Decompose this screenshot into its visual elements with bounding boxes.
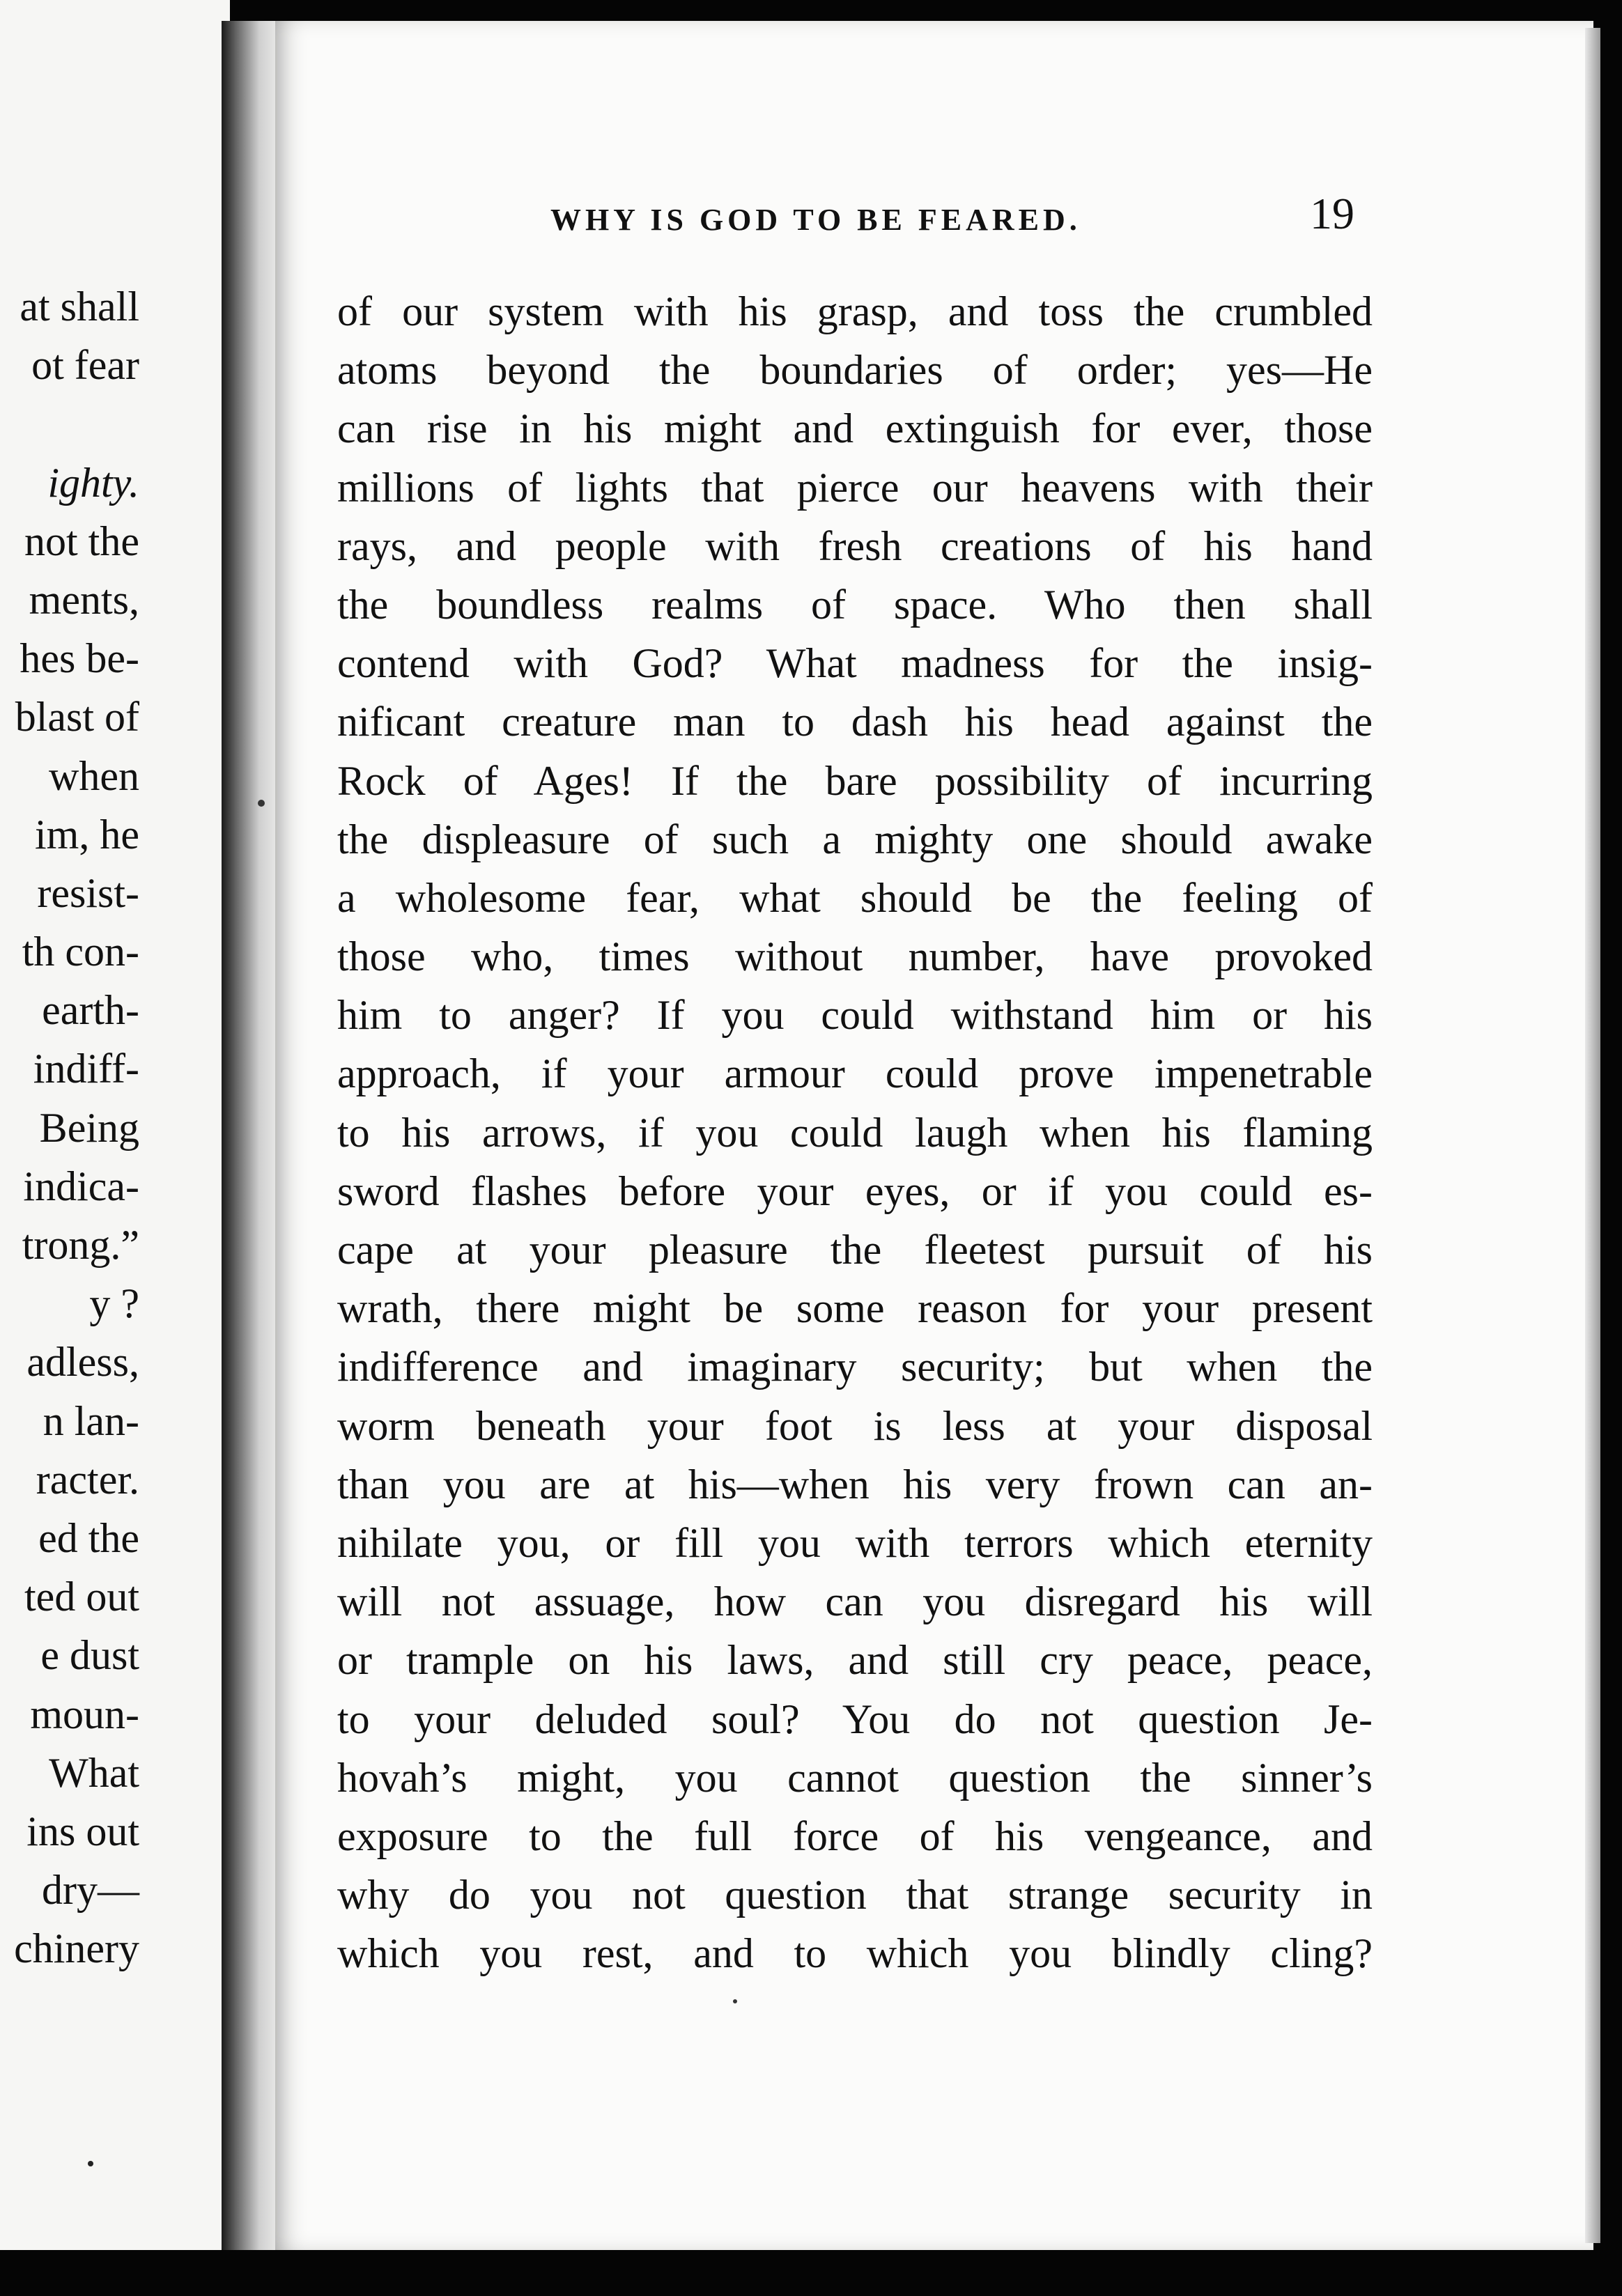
text-line: to your deluded soul? You do not question Je- <box>337 1696 1373 1742</box>
previous-page-line: indica- <box>23 1163 139 1209</box>
previous-page-line: dry— <box>42 1867 139 1914</box>
text-line: atoms beyond the boundaries of order; yes—He <box>337 347 1373 394</box>
previous-page-line: earth- <box>42 987 139 1034</box>
text-line: why do you not question that strange security in <box>337 1872 1373 1918</box>
previous-page-line: ot fear <box>31 342 139 389</box>
previous-page-line: chinery <box>14 1925 139 1972</box>
ink-speck <box>88 2161 93 2166</box>
ink-speck <box>733 1999 737 2003</box>
text-line: nificant creature man to dash his head against the <box>337 699 1373 745</box>
previous-page-line: ed the <box>38 1514 139 1561</box>
text-line: than you are at his—when his very frown can an- <box>337 1461 1373 1507</box>
previous-page-line: im, he <box>35 811 139 858</box>
previous-page-line: ins out <box>26 1808 139 1854</box>
text-line: indifference and imaginary security; but when the <box>337 1344 1373 1390</box>
page-body-text <box>337 282 1373 1983</box>
previous-page-line: Being <box>39 1104 139 1151</box>
text-line: or trample on his laws, and still cry peace, peace, <box>337 1637 1373 1684</box>
text-line: hovah’s might, you cannot question the sinner’s <box>337 1754 1373 1801</box>
previous-page-line <box>0 394 139 453</box>
text-line: nihilate you, or fill you with terrors which eternity <box>337 1519 1373 1566</box>
text-line: approach, if your armour could prove impenetrable <box>337 1050 1373 1097</box>
previous-page-line: adless, <box>26 1339 139 1386</box>
previous-page-line: e dust <box>40 1632 139 1679</box>
previous-page-line: th con- <box>22 929 139 975</box>
ink-speck <box>258 800 265 807</box>
previous-page-text <box>0 277 139 1978</box>
previous-page-line: hes be- <box>20 635 139 682</box>
text-line: worm beneath your foot is less at your disposal <box>337 1402 1373 1449</box>
page-number: 19 <box>1310 189 1354 238</box>
text-line: a wholesome fear, what should be the feeling of <box>337 874 1373 921</box>
previous-page-line: blast of <box>15 694 139 740</box>
text-line: millions of lights that pierce our heavens with their <box>337 464 1373 511</box>
previous-page-line: ighty. <box>47 459 139 506</box>
previous-page-line: trong.” <box>22 1222 139 1268</box>
previous-page-line: ments, <box>29 576 139 623</box>
text-line: Rock of Ages! If the bare possibility of incurring <box>337 757 1373 804</box>
running-head: WHY IS GOD TO BE FEARED. <box>550 203 1081 237</box>
text-line: sword flashes before your eyes, or if you could es- <box>337 1168 1373 1214</box>
previous-page-fragment <box>0 0 230 2250</box>
text-line: the displeasure of such a mighty one should awake <box>337 816 1373 862</box>
text-line: him to anger? If you could withstand him or his <box>337 992 1373 1039</box>
text-line: which you rest, and to which you blindly cling? <box>337 1930 1373 1977</box>
text-line: those who, times without number, have provoked <box>337 933 1373 980</box>
previous-page-line: ted out <box>24 1574 139 1620</box>
previous-page-line: What <box>49 1749 139 1796</box>
previous-page-line: not the <box>24 518 139 564</box>
text-line: the boundless realms of space. Who then shall <box>337 581 1373 628</box>
text-line: cape at your pleasure the fleetest pursuit of his <box>337 1227 1373 1273</box>
text-line: exposure to the full force of his vengeance, and <box>337 1813 1373 1859</box>
page-edge-shadow <box>1585 28 1600 2243</box>
text-line: to his arrows, if you could laugh when his flaming <box>337 1109 1373 1156</box>
previous-page-line: indiff- <box>33 1046 139 1092</box>
text-line: will not assuage, how can you disregard his will <box>337 1578 1373 1625</box>
text-line: rays, and people with fresh creations of his hand <box>337 522 1373 569</box>
text-line: contend with God? What madness for the insig- <box>337 640 1373 687</box>
previous-page-line: when <box>49 752 139 799</box>
text-line: of our system with his grasp, and toss the crumbled <box>337 288 1373 334</box>
text-line: can rise in his might and extinguish for ever, those <box>337 405 1373 452</box>
previous-page-line: racter. <box>36 1456 139 1503</box>
text-line: wrath, there might be some reason for your present <box>337 1285 1373 1332</box>
previous-page-line: moun- <box>30 1691 139 1737</box>
previous-page-line: resist- <box>37 869 139 916</box>
previous-page-line: at shall <box>20 284 139 329</box>
previous-page-line: y ? <box>89 1280 139 1327</box>
previous-page-line: n lan- <box>43 1397 139 1444</box>
